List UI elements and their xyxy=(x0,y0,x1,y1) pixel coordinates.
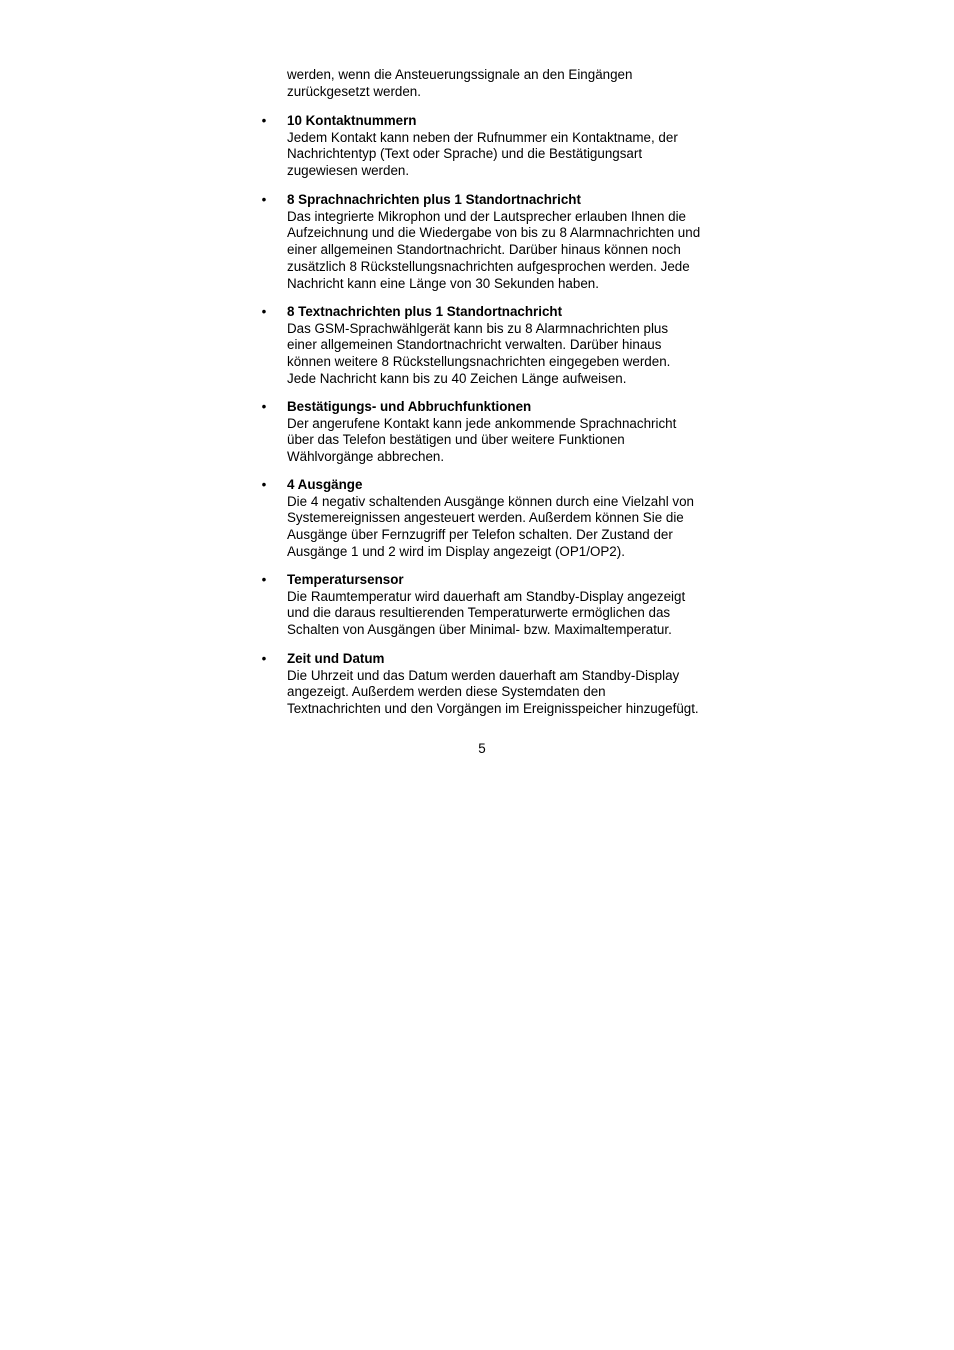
bullet-icon: • xyxy=(261,304,267,319)
item-text-line: können weitere 8 Rückstellungsnachrichten eingegeben werden. xyxy=(287,354,671,370)
feature-item-contact-numbers xyxy=(261,113,747,180)
bullet-icon: • xyxy=(261,192,267,207)
item-text-line: einer allgemeinen Standortnachricht verwalten. Darüber hinaus xyxy=(287,337,662,353)
item-text-line: Das integrierte Mikrophon und der Lautsprecher erlauben Ihnen die xyxy=(287,208,686,224)
bullet-icon: • xyxy=(261,651,267,666)
item-text-line: Das GSM-Sprachwählgerät kann bis zu 8 Alarmnachrichten plus xyxy=(287,320,669,336)
continuation-line: zurückgesetzt werden. xyxy=(287,83,421,99)
item-title: 10 Kontaktnummern xyxy=(287,113,417,128)
feature-item-text-messages xyxy=(261,304,747,388)
item-text-line: Ausgänge 1 und 2 wird im Display angezeigt (OP1/OP2). xyxy=(287,543,625,559)
continuation-line: werden, wenn die Ansteuerungssignale an den Eingängen xyxy=(287,67,633,82)
item-text-line: Nachricht kann eine Länge von 30 Sekunden haben. xyxy=(287,275,599,291)
feature-item-time-date xyxy=(261,651,747,718)
item-text-line: zugewiesen werden. xyxy=(287,163,410,179)
item-title: Temperatursensor xyxy=(287,572,404,587)
item-text-line: angezeigt. Außerdem werden diese Systemdaten den xyxy=(287,684,606,700)
bullet-icon: • xyxy=(261,477,267,492)
item-text-line: Textnachrichten und den Vorgängen im Ereignisspeicher hinzugefügt. xyxy=(287,701,699,717)
item-text-line: Schalten von Ausgängen über Minimal- bzw. Maximaltemperatur. xyxy=(287,622,672,638)
bullet-icon: • xyxy=(261,113,267,128)
bullet-icon: • xyxy=(261,572,267,587)
item-text-line: Systemereignissen angesteuert werden. Außerdem können Sie die xyxy=(287,510,684,526)
item-text-line: Wählvorgänge abbrechen. xyxy=(287,449,445,465)
continuation-paragraph xyxy=(287,67,747,100)
item-text-line: Ausgänge über Fernzugriff per Telefon schalten. Der Zustand der xyxy=(287,527,673,543)
feature-item-temperature-sensor xyxy=(261,572,747,639)
item-text-line: Die Uhrzeit und das Datum werden dauerhaft am Standby-Display xyxy=(287,667,680,683)
item-title: 8 Sprachnachrichten plus 1 Standortnachricht xyxy=(287,192,581,207)
item-text-line: und die daraus resultierenden Temperaturwerte ermöglichen das xyxy=(287,605,671,621)
item-text-line: Der angerufene Kontakt kann jede ankommende Sprachnachricht xyxy=(287,415,677,431)
item-title: Bestätigungs- und Abbruchfunktionen xyxy=(287,399,532,414)
item-title: 8 Textnachrichten plus 1 Standortnachricht xyxy=(287,304,563,319)
item-text-line: über das Telefon bestätigen und über weitere Funktionen xyxy=(287,432,625,448)
item-text-line: einer allgemeinen Standortnachricht. Darüber hinaus können noch xyxy=(287,242,681,258)
bullet-icon: • xyxy=(261,399,267,414)
feature-item-confirm-cancel xyxy=(261,399,747,466)
feature-item-outputs xyxy=(261,477,747,561)
item-title: 4 Ausgänge xyxy=(287,477,363,492)
item-text-line: Die Raumtemperatur wird dauerhaft am Standby-Display angezeigt xyxy=(287,588,686,604)
item-text-line: Jedem Kontakt kann neben der Rufnummer ein Kontaktname, der xyxy=(287,129,678,145)
item-title: Zeit und Datum xyxy=(287,651,385,666)
item-text-line: Die 4 negativ schaltenden Ausgänge können durch eine Vielzahl von xyxy=(287,493,694,509)
item-text-line: Nachrichtentyp (Text oder Sprache) und die Bestätigungsart xyxy=(287,146,643,162)
item-text-line: Jede Nachricht kann bis zu 40 Zeichen Länge aufweisen. xyxy=(287,370,627,386)
page-number: 5 xyxy=(478,741,486,756)
feature-item-voice-messages xyxy=(261,192,747,292)
item-text-line: zusätzlich 8 Rückstellungsnachrichten aufgesprochen werden. Jede xyxy=(287,258,690,274)
item-text-line: Aufzeichnung und die Wiedergabe von bis zu 8 Alarmnachrichten und xyxy=(287,225,701,241)
